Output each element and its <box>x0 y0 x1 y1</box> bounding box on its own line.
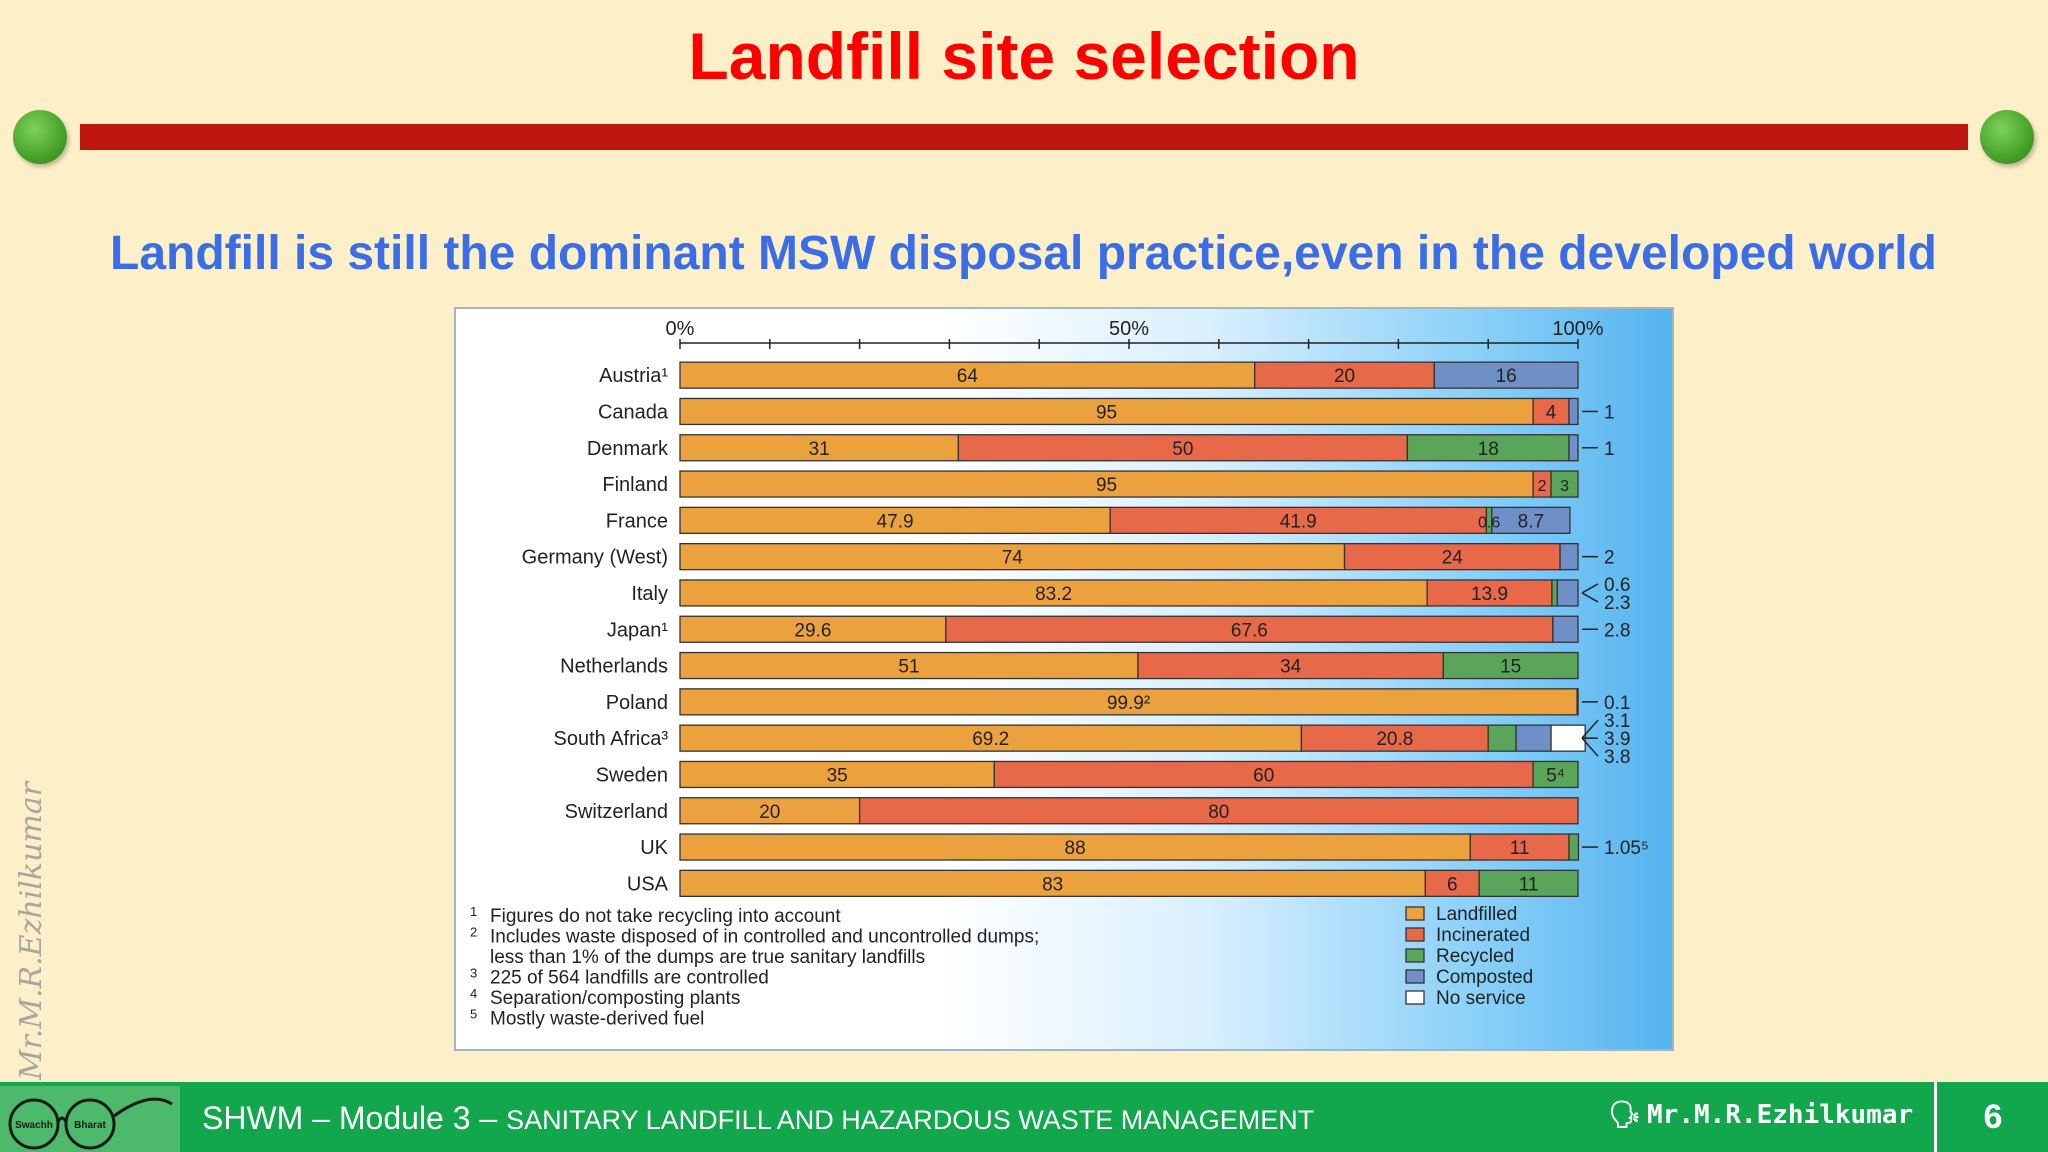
side-label: 0.1 <box>1604 692 1631 714</box>
legend-label: Composted <box>1436 967 1534 988</box>
data-label: 51 <box>898 656 920 678</box>
legend-swatch <box>1406 970 1424 983</box>
legend-swatch <box>1406 907 1424 920</box>
data-label: 95 <box>1095 402 1118 424</box>
category-label: Italy <box>631 582 668 605</box>
left-green-dot <box>13 110 67 164</box>
data-label: 83 <box>1042 874 1064 896</box>
footnote-text: 225 of 564 landfills are controlled <box>490 967 769 989</box>
side-label: 3.1 <box>1604 711 1631 733</box>
chart-svg <box>456 309 1672 1049</box>
data-label: 5⁴ <box>1546 765 1565 787</box>
data-label: 2 <box>1537 478 1547 496</box>
category-label: Finland <box>602 474 668 497</box>
category-label: Japan¹ <box>606 619 668 642</box>
footnote-text: Separation/composting plants <box>490 988 741 1009</box>
title-underline-bar <box>80 124 1968 150</box>
category-label: Austria¹ <box>599 365 668 388</box>
side-label: 3.9 <box>1604 729 1631 751</box>
data-label: 11 <box>1518 874 1539 896</box>
side-label: 2.8 <box>1604 620 1631 642</box>
data-label: 15 <box>1500 656 1522 678</box>
data-label: 64 <box>956 366 978 388</box>
bar-segment <box>1516 725 1551 751</box>
footnote-mark: 5 <box>470 1006 478 1022</box>
speaking-head-icon: 🗣 <box>1608 1100 1642 1130</box>
category-label: Germany (West) <box>521 546 668 569</box>
footer-author: Mr.M.R.Ezhilkumar <box>1647 1100 1914 1130</box>
category-label: Netherlands <box>560 655 668 678</box>
data-label: 29.6 <box>794 620 832 642</box>
footnote-text: Includes waste disposed of in controlled and uncontrolled dumps; <box>490 926 1040 948</box>
side-label-leader <box>1582 593 1598 602</box>
x-tick-label: 0% <box>665 318 695 340</box>
swachh-bharat-logo <box>0 1086 180 1152</box>
side-label: 1 <box>1604 438 1615 460</box>
data-label: 6 <box>1446 874 1458 896</box>
data-label: 69.2 <box>972 729 1010 751</box>
footer-divider <box>1934 1082 1937 1152</box>
x-tick-label: 50% <box>1108 318 1150 340</box>
page-number: 6 <box>1983 1098 2003 1136</box>
legend-label: No service <box>1436 988 1526 1009</box>
data-label: 95 <box>1095 475 1118 497</box>
footnote-text: less than 1% of the dumps are true sanitary landfills <box>490 947 926 968</box>
data-label: 47.9 <box>876 511 914 533</box>
data-label: 11 <box>1509 838 1530 860</box>
bar-segment <box>1488 725 1516 751</box>
side-label: 1 <box>1604 402 1615 424</box>
msw-disposal-chart <box>454 307 1674 1051</box>
bar-segment <box>1553 616 1578 642</box>
data-label: 0.6 <box>1477 514 1501 532</box>
legend-label: Landfilled <box>1436 904 1518 925</box>
bar-segment <box>1557 580 1578 606</box>
data-label: 18 <box>1477 438 1499 460</box>
legend-swatch <box>1406 928 1424 941</box>
data-label: 3 <box>1560 478 1569 496</box>
legend-swatch <box>1406 949 1424 962</box>
data-label: 24 <box>1441 547 1463 569</box>
side-signature-watermark: Mr.M.R.Ezhilkumar <box>14 781 49 1080</box>
category-label: Canada <box>597 401 668 424</box>
legend-swatch <box>1406 991 1424 1004</box>
footer-module-text <box>202 1100 1314 1137</box>
category-label: France <box>605 510 668 533</box>
data-label: 74 <box>1001 547 1023 569</box>
slide-title: Landfill site selection <box>688 19 1360 93</box>
bar-segment <box>1569 435 1578 461</box>
bar-segment <box>1551 725 1585 751</box>
category-label: South Africa³ <box>553 728 668 751</box>
logo-text-bharat: Bharat <box>74 1120 106 1131</box>
footnote-text: Mostly waste-derived fuel <box>490 1008 705 1030</box>
data-label: 13.9 <box>1471 583 1509 605</box>
data-label: 83.2 <box>1035 583 1073 605</box>
data-label: 4 <box>1545 402 1557 424</box>
data-label: 88 <box>1064 838 1086 860</box>
footnote-text: Figures do not take recycling into account <box>490 906 841 927</box>
data-label: 35 <box>826 765 848 787</box>
side-label: 3.8 <box>1604 747 1631 769</box>
data-label: 80 <box>1208 801 1230 823</box>
side-label: 1.05⁵ <box>1604 838 1649 860</box>
category-label: Poland <box>605 691 668 714</box>
side-label: 2 <box>1604 547 1615 569</box>
side-label-leader <box>1582 584 1598 593</box>
data-label: 34 <box>1280 656 1302 678</box>
category-label: Denmark <box>586 437 668 460</box>
slide-subtitle: Landfill is still the dominant MSW disposal practice,even in the developed world <box>110 227 1937 280</box>
x-tick-label: 100% <box>1552 318 1604 340</box>
footer-course: SANITARY LANDFILL AND HAZARDOUS WASTE MANAGEMENT <box>506 1105 1315 1135</box>
footnote-mark: 4 <box>470 986 478 1001</box>
side-label: 0.6 <box>1604 574 1631 596</box>
data-label: 67.6 <box>1230 620 1268 642</box>
data-label: 41.9 <box>1279 511 1317 533</box>
footer-module: SHWM – Module 3 – <box>202 1100 507 1136</box>
footnote-mark: 1 <box>470 904 478 919</box>
category-label: Sweden <box>595 764 668 787</box>
data-label: 20 <box>759 801 781 823</box>
side-label: 2.3 <box>1604 592 1631 614</box>
bar-segment <box>1569 398 1578 424</box>
data-label: 60 <box>1253 765 1275 787</box>
data-label: 31 <box>808 438 830 460</box>
legend-label: Recycled <box>1436 946 1515 967</box>
bar-segment <box>1560 544 1578 570</box>
data-label: 20 <box>1333 366 1356 388</box>
data-label: 99.9² <box>1106 692 1151 714</box>
data-label: 50 <box>1172 438 1194 460</box>
logo-text-swachh: Swachh <box>15 1120 53 1131</box>
footer-author-block <box>1608 1100 1913 1130</box>
data-label: 8.7 <box>1517 511 1545 533</box>
data-label: 20.8 <box>1376 729 1414 751</box>
footnote-mark: 3 <box>470 965 478 981</box>
category-label: UK <box>640 837 668 860</box>
data-label: 16 <box>1495 366 1517 388</box>
right-green-dot <box>1980 110 2034 164</box>
legend-label: Incinerated <box>1436 925 1531 946</box>
bar-segment <box>1552 580 1557 606</box>
category-label: Switzerland <box>564 800 668 823</box>
bar-segment <box>1577 689 1578 715</box>
footnote-mark: 2 <box>470 924 478 940</box>
category-label: USA <box>626 873 668 896</box>
bar-segment <box>1569 834 1578 860</box>
